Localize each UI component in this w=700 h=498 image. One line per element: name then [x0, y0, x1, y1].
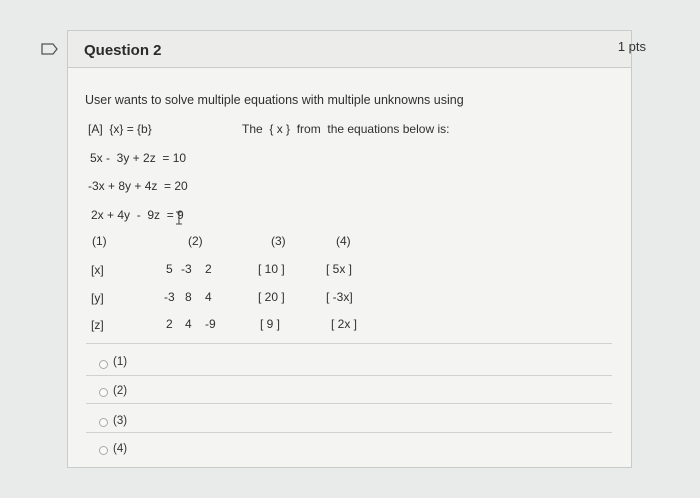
- table-row-2-a1: -3: [164, 290, 175, 304]
- flag-question-icon[interactable]: [41, 43, 59, 55]
- table-row-3-b: [ 9 ]: [260, 317, 281, 331]
- col-header-2: (2): [188, 234, 203, 248]
- col-header-3: (3): [271, 234, 286, 248]
- question-card: [67, 30, 646, 468]
- table-row-1-opt4: [ 5x ]: [326, 262, 353, 276]
- option-4-label[interactable]: (4): [113, 443, 128, 455]
- radio-option-2[interactable]: [99, 388, 108, 397]
- table-row-3-vector: [z]: [91, 318, 104, 332]
- table-row-1-b: [ 10 ]: [258, 262, 285, 276]
- table-row-3-a2: 4: [185, 317, 192, 331]
- find-text: The { x } from the equations below is:: [242, 122, 450, 136]
- table-row-1-a1: 5: [166, 262, 173, 276]
- table-row-2-b: [ 20 ]: [258, 290, 285, 304]
- equation-1: 5x - 3y + 2z = 10: [90, 151, 187, 165]
- matrix-equation: [A] {x} = {b}: [88, 122, 152, 136]
- text-cursor-icon: [175, 211, 183, 225]
- option-1-label[interactable]: (1): [113, 356, 128, 368]
- table-row-1-a2: -3: [181, 262, 192, 276]
- table-row-3-opt4: [ 2x ]: [331, 317, 358, 331]
- table-row-2-a2: 8: [185, 290, 192, 304]
- divider: [86, 375, 612, 376]
- radio-option-3[interactable]: [99, 418, 108, 427]
- question-points: 1 pts: [617, 39, 646, 54]
- option-2-label[interactable]: (2): [113, 385, 128, 397]
- table-row-3-a1: 2: [166, 317, 173, 331]
- equation-3: 2x + 4y - 9z = 9: [91, 208, 184, 222]
- divider: [86, 403, 612, 404]
- radio-option-1[interactable]: [99, 360, 108, 369]
- question-header: [68, 31, 646, 68]
- divider: [86, 432, 612, 433]
- table-row-3-a3: -9: [205, 317, 216, 331]
- col-header-1: (1): [92, 234, 107, 248]
- table-row-2-vector: [y]: [91, 291, 104, 305]
- equation-2: -3x + 8y + 4z = 20: [88, 179, 188, 193]
- table-row-2-opt4: [ -3x]: [326, 290, 353, 304]
- table-row-2-a3: 4: [205, 290, 212, 304]
- divider: [86, 343, 612, 344]
- col-header-4: (4): [336, 234, 351, 248]
- table-row-1-vector: [x]: [91, 263, 104, 277]
- radio-option-4[interactable]: [99, 446, 108, 455]
- question-title: Question 2: [84, 42, 162, 59]
- option-3-label[interactable]: (3): [113, 415, 128, 427]
- table-row-1-a3: 2: [205, 262, 212, 276]
- question-intro: User wants to solve multiple equations with multiple unknowns using: [85, 93, 464, 107]
